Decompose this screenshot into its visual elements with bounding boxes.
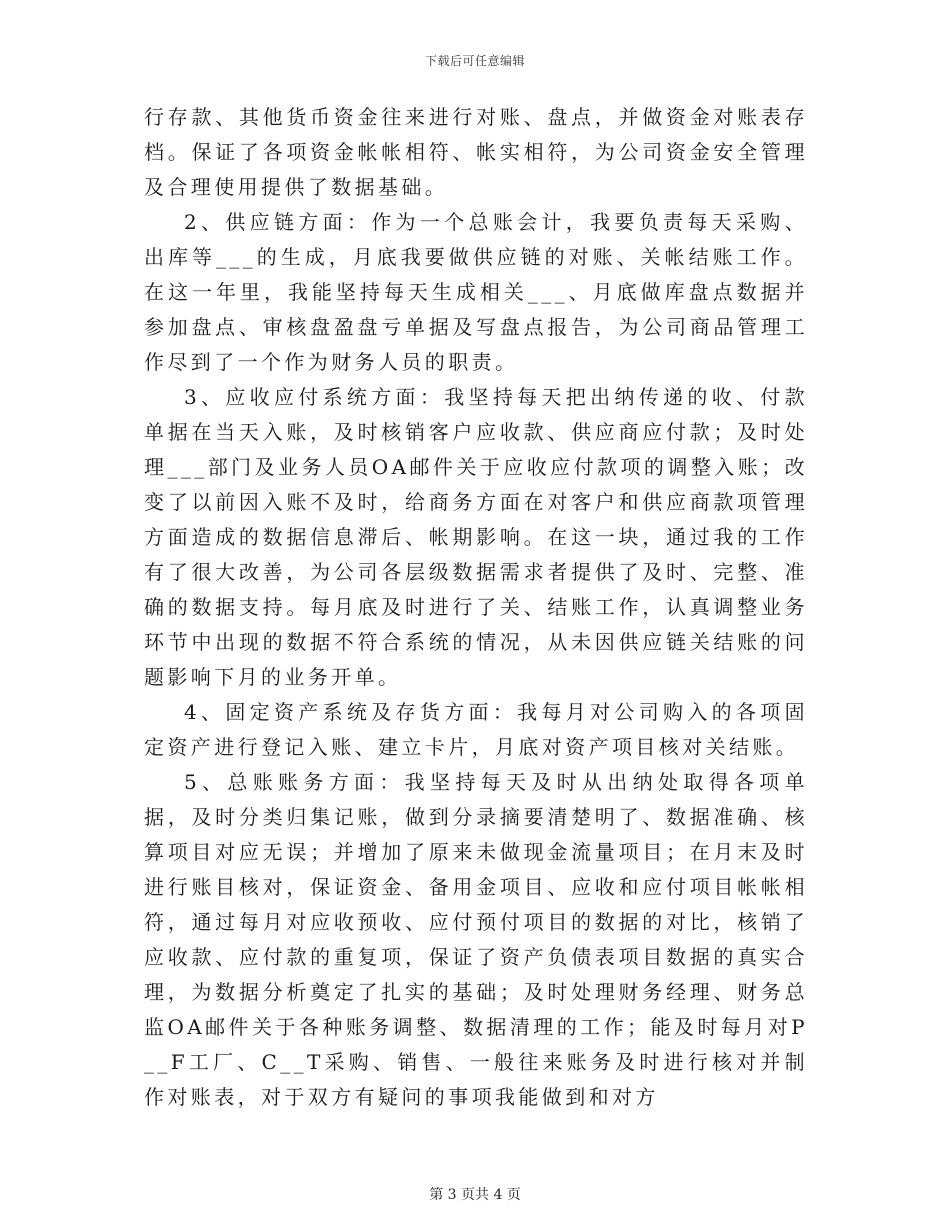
paragraph-supply-chain: 2、供应链方面：作为一个总账会计，我要负责每天采购、出库等___的生成，月底我要做供应链的对账、关帐结账工作。在这一年里，我能坚持每天生成相关___、月底做库盘点数据并参加盘点、审核盘盈盘亏单据及写盘点报告，为公司商品管理工作尽到了一个作为财务人员的职责。 [144, 210, 808, 374]
page-header: 下载后可任意编辑 [424, 54, 525, 68]
paragraph-receivable-payable: 3、应收应付系统方面：我坚持每天把出纳传递的收、付款单据在当天入账，及时核销客户应收款、供应商应付款；及时处理___部门及业务人员OA邮件关于应收应付款项的调整入账；改变了以前因入账不及时，给商务方面在对客户和供应商款项管理方面造成的数据信息滞后、帐期影响。在这一块，通过我的工作有了很大改善，为公司各层级数据需求者提供了及时、完整、准确的数据支持。每月底及时进行了关、结账工作，认真调整业务环节中出现的数据不符合系统的情况，从未因供应链关结账的问题影响下月的业务开单。 [144, 385, 808, 689]
page-footer: 第 3 页共 4 页 [429, 1187, 521, 1203]
paragraph-fixed-assets: 4、固定资产系统及存货方面：我每月对公司购入的各项固定资产进行登记入账、建立卡片，月底对资产项目核对关结账。 [144, 700, 808, 759]
paragraph-continued: 行存款、其他货币资金往来进行对账、盘点，并做资金对账表存档。保证了各项资金帐帐相符、帐实相符，为公司资金安全管理及合理使用提供了数据基础。 [144, 105, 808, 199]
document-body [144, 100, 808, 1115]
paragraph-general-ledger: 5、总账账务方面：我坚持每天及时从出纳处取得各项单据，及时分类归集记账，做到分录摘要清楚明了、数据准确、核算项目对应无误；并增加了原来未做现金流量项目；在月末及时进行账目核对，保证资金、备用金项目、应收和应付项目帐帐相符，通过每月对应收预收、应付预付项目的数据的对比，核销了应收款、应付款的重复项，保证了资产负债表项目数据的真实合理，为数据分析奠定了扎实的基础；及时处理财务经理、财务总监OA邮件关于各种账务调整、数据清理的工作；能及时每月对P__F工厂、C__T采购、销售、一般往来账务及时进行核对并制作对账表，对于双方有疑问的事项我能做到和对方 [144, 770, 808, 1109]
